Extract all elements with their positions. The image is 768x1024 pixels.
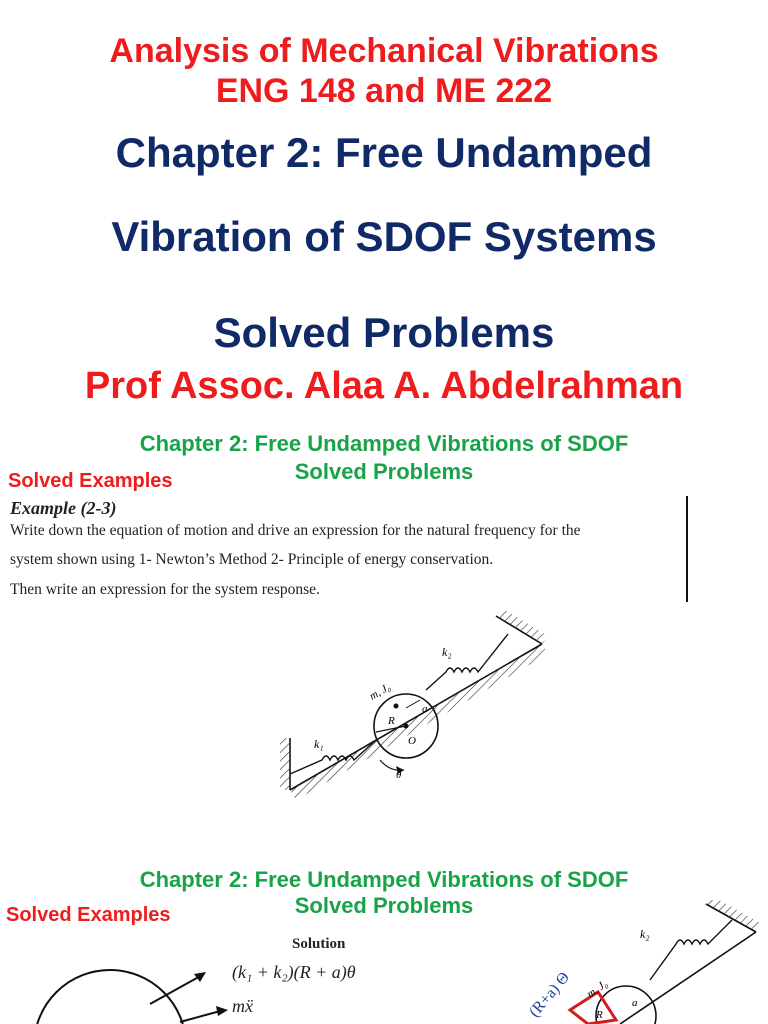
slide2-heading-line2: Solved Problems [294,893,474,918]
solved-problems-title: Solved Problems [213,309,555,356]
slide2-heading-line1: Chapter 2: Free Undamped Vibrations of SDOF [139,867,629,892]
chapter-title-line1: Chapter 2: Free Undamped [115,129,653,176]
equation-inertia: mẍ [232,996,253,1016]
example-line-3: Then write an expression for the system response. [10,581,320,598]
label-angle: θ [396,769,402,781]
label-k1: k₁ [314,737,324,751]
course-code: ENG 148 and ME 222 [215,72,553,110]
author-name: Prof Assoc. Alaa A. Abdelrahman [84,365,684,407]
label-center: O [408,735,416,747]
slide1-heading-line1: Chapter 2: Free Undamped Vibrations of SDOF [139,431,629,456]
slide1-solved-examples: Solved Examples [8,470,173,492]
fig2-label-radius: R [596,1009,603,1021]
fig2-label-mass: m, J₀ [584,977,610,1001]
annotation-rotation: (R+a) Θ [526,969,574,1021]
label-radius: R [388,715,395,727]
chapter-title-line2: Vibration of SDOF Systems [111,213,657,260]
label-k2: k₂ [442,645,452,659]
fig2-label-offset: a [632,997,638,1009]
slide2-solved-examples: Solved Examples [6,904,171,926]
rolling-disk-figure [280,608,550,830]
label-mass: m, J₀ [367,681,393,703]
equation-spring-force: (k₁ + k₂)(R + a)θ [232,962,356,982]
example-title: Example (2-3) [10,498,117,518]
label-offset: a [422,703,428,715]
example-border [686,496,688,602]
slide1-heading-line2: Solved Problems [294,459,474,484]
example-line-1: Write down the equation of motion and drive an expression for the natural frequency for the [10,522,581,539]
fig2-label-k2: k₂ [640,927,650,941]
incline-detail-figure [500,900,768,1024]
free-body-diagram [0,950,230,1024]
example-line-2: system shown using 1- Newton’s Method 2- Principle of energy conservation. [10,551,494,568]
course-title: Analysis of Mechanical Vibrations [109,32,659,70]
solution-label: Solution [292,936,346,952]
